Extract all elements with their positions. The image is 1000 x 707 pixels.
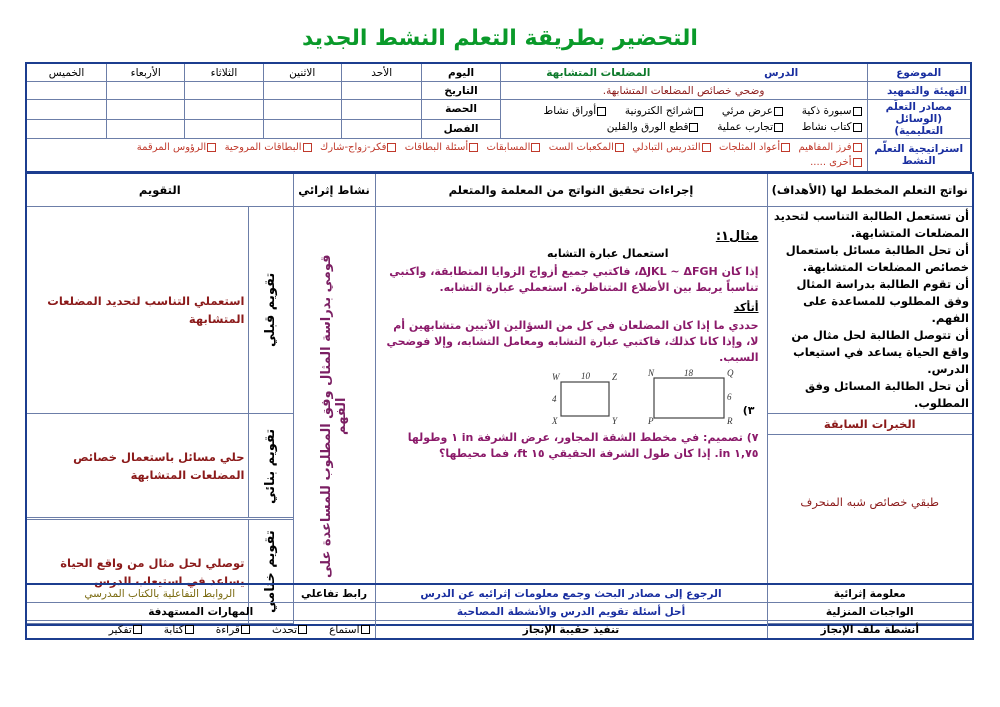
eval-label: تقويم بنائي	[263, 427, 278, 504]
strategy-item-other[interactable]: أخرى .....	[810, 157, 863, 168]
resources-label: مصادر التعلّم (الوسائل التعليمية)	[867, 100, 971, 139]
eval-text: توصلي لحل مثال من واقع الحياة يساعد في استيعاب الدرس	[26, 520, 248, 624]
checkbox-icon[interactable]	[241, 625, 250, 634]
figure-svg	[549, 368, 739, 424]
checkbox-icon[interactable]	[469, 143, 478, 152]
skill-item[interactable]: تفكير	[109, 624, 144, 636]
outcomes-cell	[767, 207, 973, 414]
strategy-item[interactable]: البطاقات المروحية	[225, 142, 314, 153]
label-p: P	[647, 416, 653, 424]
lesson-label: الدرس	[764, 66, 799, 79]
class-cell-3[interactable]	[185, 119, 263, 139]
class-cell-2[interactable]	[263, 119, 341, 139]
day-monday: الاثنين	[263, 63, 341, 82]
checkbox-icon[interactable]	[853, 158, 862, 167]
enrichment-info-value: الرجوع إلى مصادر البحث وجمع معلومات إثرائيه عن الدرس	[375, 584, 767, 603]
skill-item[interactable]: استماع	[329, 624, 371, 636]
example-title: مثال١:	[715, 229, 759, 244]
strategy-item[interactable]: المكعبات الست	[549, 142, 626, 153]
interactive-link-label: رابط تفاعلي	[293, 584, 375, 603]
skill-item[interactable]: قراءة	[216, 624, 252, 636]
checkbox-icon[interactable]	[298, 625, 307, 634]
day-sunday: الأحد	[341, 63, 422, 82]
checkbox-icon[interactable]	[853, 123, 862, 132]
resource-item[interactable]: سبورة ذكية	[802, 105, 864, 117]
strategies-list	[26, 139, 867, 173]
enrichment-text: قومي بدراسة المثال وفق المطلوب للمساعدة على الفهم	[319, 253, 349, 578]
checkbox-icon[interactable]	[133, 625, 142, 634]
period-cell-3[interactable]	[185, 100, 263, 120]
label-z: Z	[611, 372, 617, 382]
main-table	[25, 172, 974, 626]
date-cell-4[interactable]	[107, 82, 185, 100]
skills-list	[26, 621, 375, 640]
col-header-evaluation: التقويم	[26, 173, 293, 207]
strategy-item[interactable]: فرز المفاهيم	[799, 142, 864, 153]
class-cell-1[interactable]	[341, 119, 422, 139]
skill-item[interactable]: تحدث	[272, 624, 309, 636]
resource-item[interactable]: قطع الورق والقلين	[607, 121, 701, 133]
date-label: التاريخ	[422, 82, 500, 100]
strategy-item[interactable]: فكر-زواج-شارك	[320, 142, 398, 153]
portfolio-label: أنشطة ملف الإنجاز	[767, 621, 973, 640]
label-18: 18	[683, 368, 693, 378]
footer-table	[25, 583, 974, 640]
enrichment-cell	[293, 207, 375, 626]
period-cell-4[interactable]	[107, 100, 185, 120]
outcome-item: أن تتوصل الطالبة لحل مثال من واقع الحياة يساعد في استيعاب الدرس.	[791, 328, 969, 376]
skills-label: المهارات المستهدفة	[26, 603, 375, 621]
label-10: 10	[580, 371, 590, 381]
outcome-item: أن تقوم الطالبة بدراسة المثال وفق المطلوب للمساعدة على الفهم.	[796, 277, 969, 325]
checkbox-icon[interactable]	[774, 123, 783, 132]
enrichment-info-label: معلومة إثرائية	[767, 584, 973, 603]
checkbox-icon[interactable]	[781, 143, 790, 152]
check-text: حددي ما إذا كان المضلعان في كل من السؤالين الآتيين متشابهين أم لا، وإذا كانا كذلك، فاكتبي عبارة التشابه ومعامل التشابه، وإلا فوضحي السبب.	[386, 319, 759, 364]
checkbox-icon[interactable]	[185, 625, 194, 634]
portfolio-value: تنفيذ حقيبة الإنجاز	[375, 621, 767, 640]
example-subtitle: استعمال عبارة التشابه	[547, 247, 669, 260]
resource-item[interactable]: تجارب عملية	[717, 121, 785, 133]
period-label: الحصة	[422, 100, 500, 120]
similar-rectangles-figure	[384, 368, 759, 424]
date-cell-3[interactable]	[185, 82, 263, 100]
eval-label-cell	[248, 207, 293, 414]
resource-item[interactable]: عرض مرئي	[722, 105, 785, 117]
checkbox-icon[interactable]	[303, 143, 312, 152]
checkbox-icon[interactable]	[207, 143, 216, 152]
strategy-item[interactable]: المسابقات	[486, 142, 542, 153]
resources-list	[500, 100, 867, 139]
checkbox-icon[interactable]	[597, 107, 606, 116]
label-y: Y	[611, 416, 617, 424]
strategy-item[interactable]: أسئلة البطاقات	[405, 142, 480, 153]
header-table	[25, 62, 972, 173]
checkbox-icon[interactable]	[853, 107, 862, 116]
date-cell-2[interactable]	[263, 82, 341, 100]
class-cell-4[interactable]	[107, 119, 185, 139]
label-q: Q	[726, 368, 733, 378]
strategy-item[interactable]: التدريس التبادلي	[632, 142, 712, 153]
eval-label-cell	[248, 414, 293, 518]
checkbox-icon[interactable]	[361, 625, 370, 634]
day-tuesday: الثلاثاء	[185, 63, 263, 82]
day-thursday: الخميس	[26, 63, 107, 82]
resource-item[interactable]: أوراق نشاط	[544, 105, 609, 117]
col-header-procedures: إجراءات تحقيق النواتج من المعلمة والمتعلم	[375, 173, 767, 207]
skill-item[interactable]: كتابة	[164, 624, 196, 636]
homework-label: الواجبات المنزلية	[767, 603, 973, 621]
prior-knowledge-label: الخبرات السابقة	[768, 414, 973, 435]
outcome-item: أن تحل الطالبة المسائل وفق المطلوب.	[804, 379, 969, 410]
label-6: 6	[726, 392, 731, 402]
example-text: إذا كان ΔJKL ~ ΔFGH، فاكتبي جميع أزواج الزوايا المتطابقة، واكتبي تناسباً يربط بين الأضلاع المتناظرة. استعملي عبارة التشابه.	[389, 265, 759, 294]
checkbox-icon[interactable]	[615, 143, 624, 152]
intro-value: وضحي خصائص المضلعات المتشابهة.	[500, 82, 867, 100]
rectangle-npqr	[654, 378, 724, 418]
checkbox-icon[interactable]	[531, 143, 540, 152]
strategy-item[interactable]: أعواد المثلجات	[719, 142, 792, 153]
check-title: أتأكد	[733, 301, 759, 314]
day-wednesday: الأربعاء	[107, 63, 185, 82]
class-cell-5[interactable]	[26, 119, 107, 139]
prior-knowledge-value: طبقي خصائص شبه المنحرف	[800, 495, 940, 509]
checkbox-icon[interactable]	[387, 143, 396, 152]
date-cell-1[interactable]	[341, 82, 422, 100]
eval-text: استعملي التناسب لتحديد المضلعات المتشابهة	[26, 207, 248, 414]
label-w: W	[551, 372, 559, 382]
intro-label: التهيئة والتمهيد	[867, 82, 971, 100]
label-4: 4	[551, 394, 556, 404]
day-label: اليوم	[422, 63, 500, 82]
resource-item[interactable]: كتاب نشاط	[802, 121, 864, 133]
lesson-value: المضلعات المتشابهة	[546, 66, 651, 79]
col-header-outcomes: نواتج التعلم المخطط لها (الأهداف)	[767, 173, 973, 207]
eval-label: تقويم ختامي	[263, 530, 278, 613]
period-cell-1[interactable]	[341, 100, 422, 120]
strategy-item[interactable]: الرؤوس المرقمة	[137, 142, 218, 153]
homework-value: أحل أسئلة تقويم الدرس والأنشطة المصاحبة	[375, 603, 767, 621]
period-cell-2[interactable]	[263, 100, 341, 120]
topic-label: الموضوع	[867, 63, 971, 82]
checkbox-icon[interactable]	[853, 143, 862, 152]
interactive-link-value[interactable]: الروابط التفاعلية بالكتاب المدرسي	[26, 584, 293, 603]
checkbox-icon[interactable]	[774, 107, 783, 116]
checkbox-icon[interactable]	[694, 107, 703, 116]
eval-label: تقويم قبلي	[263, 272, 278, 348]
outcome-item: أن تستعمل الطالبة التناسب لتحديد المضلعات المتشابهة.	[773, 209, 969, 240]
problem-text: ٧) تصميم: في مخطط الشقة المجاور، عرض الشرفة in ١ وطولها ١,٧٥ in. إذا كان طول الشرفة الحقيقي ١٥ ft، فما محيطها؟	[407, 431, 759, 460]
rectangle-wxyz	[561, 382, 609, 416]
page-title: التحضير بطريقة التعلم النشط الجديد	[302, 26, 698, 51]
eval-text: حلي مسائل باستعمال خصائص المضلعات المتشابهة	[26, 414, 248, 518]
label-n: N	[647, 368, 654, 378]
class-label: الفصل	[422, 119, 500, 139]
label-x: X	[551, 416, 557, 424]
label-r: R	[726, 416, 732, 424]
col-header-enrichment: نشاط إثرائي	[293, 173, 375, 207]
period-cell-5[interactable]	[26, 100, 107, 120]
checkbox-icon[interactable]	[689, 123, 698, 132]
strategies-label: استراتيجية التعلّم النشط	[867, 139, 971, 173]
question-number: ٣)	[742, 404, 755, 417]
procedures-cell	[375, 207, 767, 626]
resource-item[interactable]: شرائح الكترونية	[625, 105, 705, 117]
outcome-item: أن تحل الطالبة مسائل باستعمال خصائص المضلعات المتشابهة.	[785, 243, 969, 274]
date-cell-5[interactable]	[26, 82, 107, 100]
checkbox-icon[interactable]	[702, 143, 711, 152]
